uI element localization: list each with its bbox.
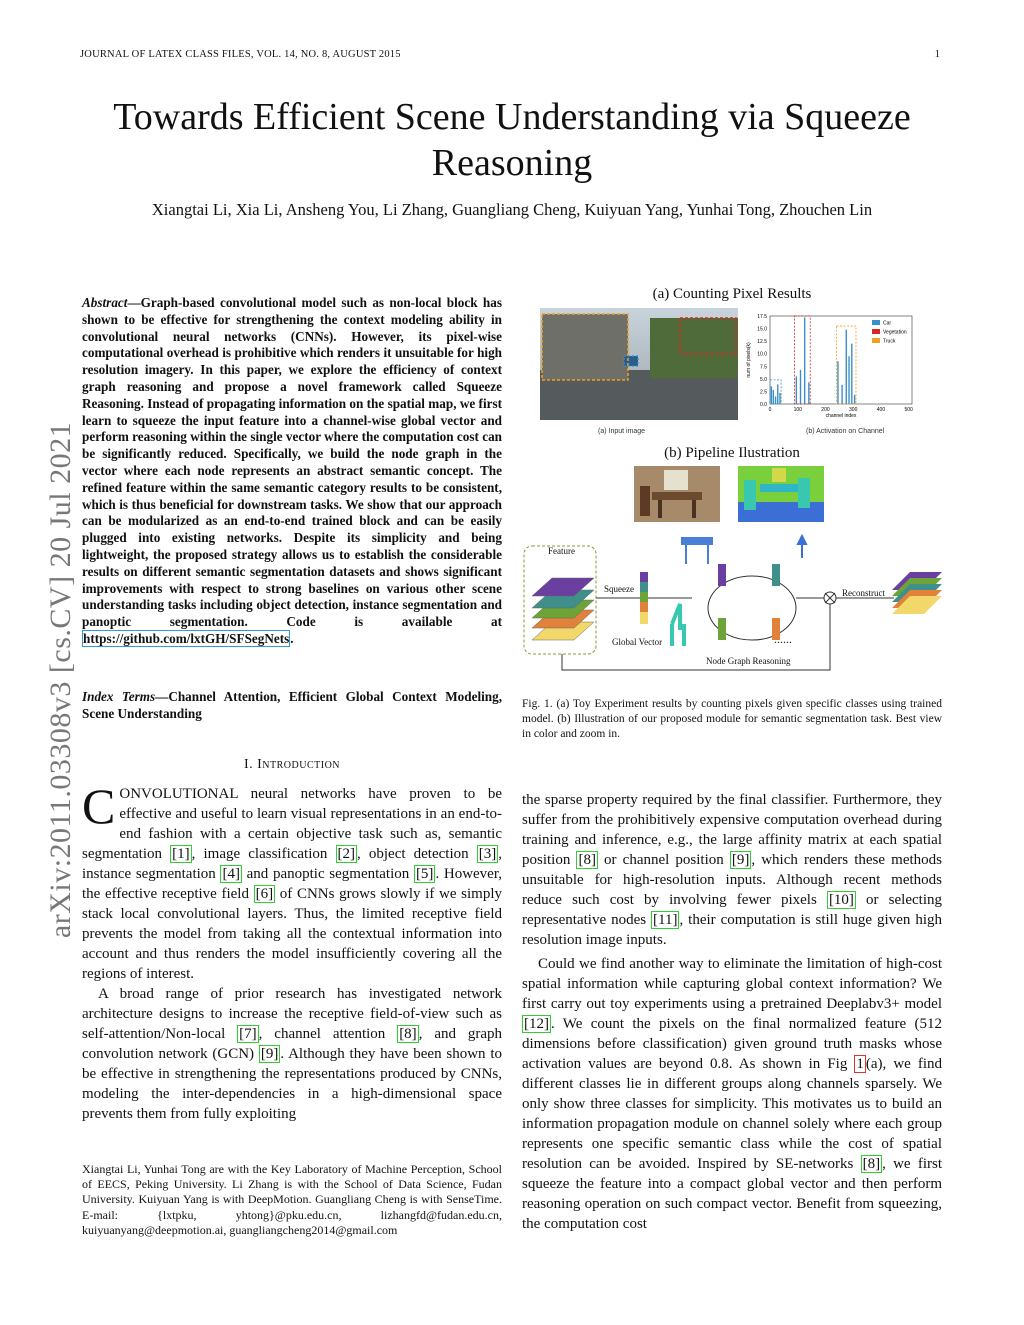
x-tick-label: 300 <box>849 407 858 413</box>
figure-caption: Fig. 1. (a) Toy Experiment results by counting pixels given specific classes using trained model. (b) Illustration of our proposed module for semantic segmentation task. Best view in color and zoom in. <box>522 698 942 740</box>
citation[interactable]: [9] <box>260 1046 279 1062</box>
intro-right-column <box>522 790 942 1234</box>
segmentation-mask <box>738 466 824 522</box>
x-axis-label: channel index <box>825 413 857 419</box>
y-tick-label: 10.0 <box>757 351 767 358</box>
citation[interactable]: [10] <box>828 892 854 908</box>
citation[interactable]: [7] <box>239 1026 257 1042</box>
citation[interactable]: [6] <box>255 886 274 902</box>
paper-title: Towards Efficient Scene Understanding via Squeeze Reasoning <box>113 96 911 184</box>
section-title: Introduction <box>257 757 341 772</box>
y-tick-label: 0.0 <box>760 402 767 408</box>
text-run: Could we find another way to eliminate the limitation of high-cost spatial information while capturing global context information? We first carry out toy experiments using a pretrained Deeplabv3+ model <box>522 956 942 1012</box>
input-image-label: (a) Input image <box>598 428 646 435</box>
ellipsis: ...... <box>774 632 792 646</box>
y-tick-label: 15.0 <box>757 326 767 333</box>
global-vector-label: Global Vector <box>612 637 663 647</box>
section-number: I. <box>243 757 254 772</box>
x-tick-label: 500 <box>904 407 913 413</box>
intro-paragraph-2 <box>82 984 502 1124</box>
citation[interactable]: [4] <box>222 866 240 882</box>
section-heading <box>82 757 502 773</box>
text-run: . However, the effective receptive field <box>82 866 502 902</box>
abstract-text: —Graph-based convolutional model such as non-local block has shown to be effective for strengthening the context modeling ability in convolutional neural networks (CNNs). However, its pixel-wise computational overhead is prohibitive which renders it unsuitable for high resolution imagery. In this paper, we explore the efficiency of context graph reasoning and propose a novel framework called Squeeze Reasoning. Instead of propagating information on the spatial map, we first learn to squeeze the input feature into a channel-wise global vector and perform reasoning within the single vector where the computation cost can be significantly reduced. Specifically, we build the node graph in the vector where each node represents an abstract semantic concept. The refined feature within the same semantic category results to be consistent, which is thus beneficial for downstream tasks. We show that our approach can be modularized as an end-to-end trained block and can be easily plugged into existing networks. Despite its simplicity and being lightweight, the proposed strategy allows us to establish the considerable results on different semantic segmentation datasets and shows significant improvements with respect to strong baselines on various other scene understanding tasks including object detection, instance segmentation and panoptic segmentation. Code is available at <box>82 295 502 630</box>
text-run: , we first squeeze the feature into a compact global vector and then perform reasoning operation on such compact vector. Benefit from squeezing, the computation cost <box>522 1156 942 1232</box>
text-run: A broad range of prior research has investigated network architecture designs to increase the receptive field-of-view such as self-attention/Non-local <box>82 986 502 1042</box>
text-run: , image classification <box>191 846 336 862</box>
text-run: , object detection <box>357 846 477 862</box>
x-tick-label: 400 <box>876 407 886 413</box>
squeeze-label: Squeeze <box>604 584 634 594</box>
legend-swatch <box>872 329 880 334</box>
citation[interactable]: [3] <box>478 846 497 862</box>
input-image <box>540 308 738 420</box>
citation[interactable]: [11] <box>653 912 678 928</box>
text-run: , instance segmentation <box>82 846 502 882</box>
legend-swatch <box>872 338 880 343</box>
text-run: or selecting representative nodes <box>522 892 942 928</box>
activation-chart <box>744 308 924 428</box>
scene-photo <box>634 466 720 522</box>
x-tick-label: 0 <box>768 407 772 413</box>
intro-left-column <box>82 778 502 1124</box>
legend-label: Vegetation <box>883 329 907 336</box>
drop-cap: C <box>82 778 116 834</box>
table-icon <box>682 538 712 564</box>
citation[interactable]: [9] <box>731 852 750 868</box>
text-run: ONVOLUTIONAL neural networks have proven to be effective and useful to learn visual representations in an end-to-end fashion with a certain objective task such as, semantic segmentation <box>82 786 502 862</box>
lamp-icon <box>798 536 806 558</box>
intro-paragraph-1 <box>82 778 502 984</box>
figure-reference[interactable]: 1 <box>856 1056 864 1072</box>
text-run: and panoptic segmentation <box>241 866 414 882</box>
output-feature-stack <box>892 572 942 614</box>
index-terms-label: Index Terms <box>82 689 156 704</box>
legend-swatch <box>872 320 880 325</box>
legend-label: Truck <box>883 338 896 345</box>
abstract-label: Abstract <box>82 295 128 310</box>
chair-icon <box>672 604 684 646</box>
running-header: JOURNAL OF LATEX CLASS FILES, VOL. 14, NO. 8, AUGUST 2015 <box>80 49 401 60</box>
abstract-end: . <box>290 630 294 646</box>
feature-label: Feature <box>548 546 575 556</box>
text-run: , their computation is still huge given high resolution image inputs. <box>522 912 942 948</box>
citation[interactable]: [8] <box>578 852 596 868</box>
y-tick-label: 12.5 <box>757 339 767 346</box>
truck <box>542 314 628 380</box>
citation[interactable]: [2] <box>337 846 356 862</box>
y-tick-label: 7.5 <box>760 364 767 371</box>
index-terms <box>82 689 502 723</box>
page-number: 1 <box>934 49 940 60</box>
y-tick-label: 5.0 <box>760 376 767 383</box>
text-run: . We count the pixels on the final normalized feature (512 dimensions before classification) given ground truth masks whose activation values are beyond 0.8. As shown in Fig <box>522 1016 942 1072</box>
text-run: (a), we find different classes lie in different groups along channels sparsely. We only show three classes for simplicity. This motivates us to build an information propagation module on channel solely where each group represents one specific semantic class while the cost of spatial resolution can be avoided. Inspired by SE-networks <box>522 1056 942 1172</box>
activation-label: (b) Activation on Channel <box>806 428 885 435</box>
author-footnote: Xiangtai Li, Yunhai Tong are with the Key Laboratory of Machine Perception, School of EECS, Peking University. Li Zhang is with the School of Data Science, Fudan University. Kuiyuan Yang is with DeepMotion. Guangliang Cheng is with SenseTime. E-mail: {lxtpku, yhtong}@pku.edu.cn, lizhangfd@fudan.edu.cn, kuiyuanyang@deepmotion.ai, guangliangcheng2014@gmail.com <box>82 1162 502 1237</box>
trees <box>650 318 738 378</box>
text-run: of CNNs grows slowly if we simply stack local convolutional layers. Thus, the limited receptive field prevents the model from taking all the contextual information into account and thus renders the model insufficiently covering all the regions of interest. <box>82 886 502 982</box>
author-list: Xiangtai Li, Xia Li, Ansheng You, Li Zhang, Guangliang Cheng, Kuiyuan Yang, Yunhai Tong, Zhouchen Lin <box>151 200 873 219</box>
figure-sub-a-title: (a) Counting Pixel Results <box>652 286 812 302</box>
reconstruct-label: Reconstruct <box>842 588 885 598</box>
text-run: , and graph convolution network (GCN) <box>82 1026 502 1062</box>
abstract <box>82 295 502 648</box>
citation[interactable]: [8] <box>862 1156 881 1172</box>
text-run: the sparse property required by the final classifier. Furthermore, they suffer from the prohibitively expensive computation overhead during training and inference, e.g., the large affinity matrix at each spatial position <box>522 792 942 868</box>
citation[interactable]: [12] <box>524 1016 549 1032</box>
y-tick-label: 17.5 <box>757 314 767 320</box>
legend-label: Car <box>883 320 892 327</box>
arxiv-stamp: arXiv:2011.03308v3 [cs.CV] 20 Jul 2021 <box>44 421 77 939</box>
node-graph-label: Node Graph Reasoning <box>706 656 791 666</box>
citation[interactable]: [8] <box>399 1026 417 1042</box>
text-run: , which renders these methods unsuitable for high-resolution inputs. Although recent methods reduce such cost by involving fewer pixels <box>522 852 942 908</box>
right-paragraph-2 <box>522 954 942 1234</box>
right-paragraph-1 <box>522 790 942 950</box>
figure-sub-b-title: (b) Pipeline Ilustration <box>664 445 800 461</box>
text-run: or channel position <box>597 852 730 868</box>
citation[interactable]: [1] <box>172 846 190 862</box>
text-run: . Although they have been shown to be effective in strengthening the representations produced by CNNs, modeling the inter-dependencies in a high-dimensional space prevents them from fully exploiting <box>82 1046 502 1122</box>
x-tick-label: 100 <box>793 407 802 413</box>
x-tick-label: 200 <box>821 407 830 413</box>
y-tick-label: 2.5 <box>760 389 767 396</box>
citation[interactable]: [5] <box>415 866 434 882</box>
text-run: , channel attention <box>258 1026 398 1042</box>
code-link[interactable]: https://github.com/lxtGH/SFSegNets <box>83 630 290 646</box>
index-terms-text: —Channel Attention, Efficient Global Context Modeling, Scene Understanding <box>82 689 502 721</box>
y-axis-label: num of pixels(k) <box>746 342 752 378</box>
